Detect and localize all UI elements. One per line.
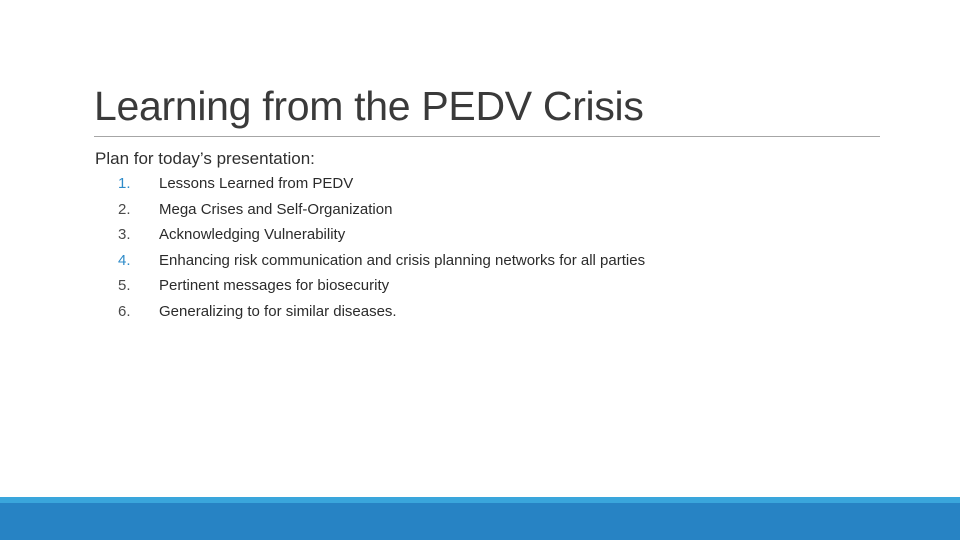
agenda-item-text: Enhancing risk communication and crisis planning networks for all parties	[159, 251, 646, 269]
agenda-item-number: 4.	[118, 251, 131, 269]
agenda-item-number: 1.	[118, 175, 131, 192]
agenda-item-text: Pertinent messages for biosecurity	[159, 277, 390, 294]
footer-bar	[0, 503, 960, 540]
agenda-item-number: 3.	[118, 226, 131, 243]
agenda-item-text: Generalizing to for similar diseases.	[159, 302, 397, 320]
agenda-item-number: 2.	[118, 200, 131, 218]
agenda-item-number: 5.	[118, 277, 131, 294]
agenda-item-text: Lessons Learned from PEDV	[159, 175, 354, 192]
slide-title: Learning from the PEDV Crisis	[94, 83, 644, 129]
agenda-item-text: Acknowledging Vulnerability	[159, 226, 346, 243]
slide-intro-text: Plan for today’s presentation:	[95, 149, 315, 168]
agenda-item-number: 6.	[118, 302, 131, 320]
agenda-item-text: Mega Crises and Self-Organization	[159, 200, 393, 218]
title-divider	[94, 136, 880, 137]
